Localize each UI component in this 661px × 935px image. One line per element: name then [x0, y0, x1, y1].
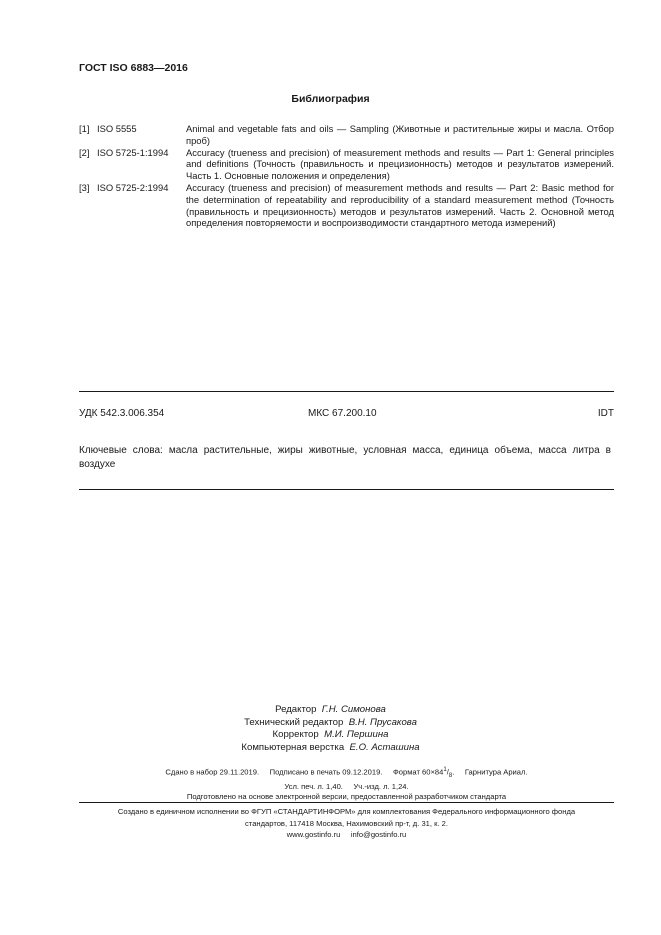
bibliography-number: [3]: [79, 181, 90, 193]
print-info-line: [79, 782, 614, 793]
credit-role: Редактор: [275, 704, 317, 715]
bibliography-number: [1]: [79, 123, 90, 134]
printed-sheets: Усл. печ. л. 1,40.: [284, 781, 343, 791]
idt-label: IDT: [597, 408, 614, 419]
credits-block: [0, 704, 661, 754]
bibliography-item: [79, 147, 614, 182]
credit-line: [0, 742, 661, 755]
credit-role: Компьютерная верстка: [241, 741, 345, 753]
footer-line: Создано в единичном исполнении во ФГУП «СТАНДАРТИНФОРМ» для комплектования Федерального информационного фонда: [117, 807, 576, 816]
bibliography-code: ISO 5725-1:1994: [97, 146, 169, 158]
classification-row: [79, 408, 614, 419]
format-fraction-denominator: 8: [448, 773, 453, 780]
print-info-line: Подготовлено на основе электронной версии, предоставленной разработчиком стандарта: [186, 792, 507, 802]
bibliography-item: [79, 182, 614, 229]
credit-line: [0, 717, 661, 730]
bibliography-list: [79, 123, 614, 229]
website-link[interactable]: www.gostinfo.ru: [286, 830, 341, 840]
document-code: ГОСТ ISO 6883—2016: [79, 62, 188, 74]
divider-bottom: [79, 489, 614, 490]
publisher-sheets: Уч.-изд. л. 1,24.: [353, 781, 409, 791]
print-info-line: Сдано в набор 29.11.2019. Подписано в печать 09.12.2019. Формат $60\times 84^1/_8$. Гарнитура Ариал.: [165, 767, 528, 780]
email-link[interactable]: info@gostinfo.ru: [350, 830, 407, 840]
credit-line: [0, 704, 661, 717]
credit-person: М.И. Першина: [324, 729, 389, 741]
footer-line: стандартов, 117418 Москва, Нахимовский пр-т, д. 31, к. 2.: [245, 818, 448, 828]
credit-role: Корректор: [272, 729, 319, 741]
credit-person: Г.Н. Симонова: [321, 704, 386, 715]
section-heading: Библиография: [291, 93, 370, 105]
publisher-footer: [79, 806, 614, 841]
typeface: Гарнитура Ариал.: [464, 767, 528, 777]
bibliography-number: [2]: [79, 146, 90, 158]
mks-code: МКС 67.200.10: [308, 408, 377, 419]
footer-contacts: [79, 829, 614, 841]
print-info: [79, 765, 614, 803]
signed-date: Подписано в печать 09.12.2019.: [269, 767, 383, 777]
bibliography-text: Accuracy (trueness and precision) of measurement methods and results — Part 1: General principles and definitions (Точность (правильность и прецизионность) методов и результатов измерений. Часть 1. Основные положения и определения): [186, 146, 614, 182]
bibliography-item: [79, 123, 614, 147]
udk-code: УДК 542.3.006.354: [79, 408, 165, 419]
bibliography-text: Animal and vegetable fats and oils — Sampling (Животные и растительные жиры и масла. Отбор проб): [186, 123, 614, 146]
divider-footer: [79, 802, 614, 803]
credit-person: В.Н. Прусакова: [348, 716, 417, 728]
credit-line: [0, 729, 661, 742]
bibliography-code: ISO 5725-2:1994: [97, 181, 169, 193]
divider-top: [79, 391, 614, 392]
paper-format: Формат 60×84: [392, 767, 444, 777]
bibliography-code: ISO 5555: [97, 123, 137, 134]
typeset-date: Сдано в набор 29.11.2019.: [165, 767, 260, 777]
credit-role: Технический редактор: [244, 716, 344, 728]
format-fraction-numerator: 1: [443, 767, 447, 773]
bibliography-text: Accuracy (trueness and precision) of measurement methods and results — Part 2: Basic method for the determination of repeatability and reproducibility of a standard measurement method (Точность (правильность и прецизионность) методов и результатов измерений. Часть 2. Основной метод определения повторяемости и воспроизводимости стандартного метода измерений): [186, 181, 614, 229]
keywords: Ключевые слова: масла растительные, жиры животные, условная масса, единица объема, масса литра в воздухе: [79, 445, 611, 470]
credit-person: Е.О. Асташина: [349, 741, 420, 753]
